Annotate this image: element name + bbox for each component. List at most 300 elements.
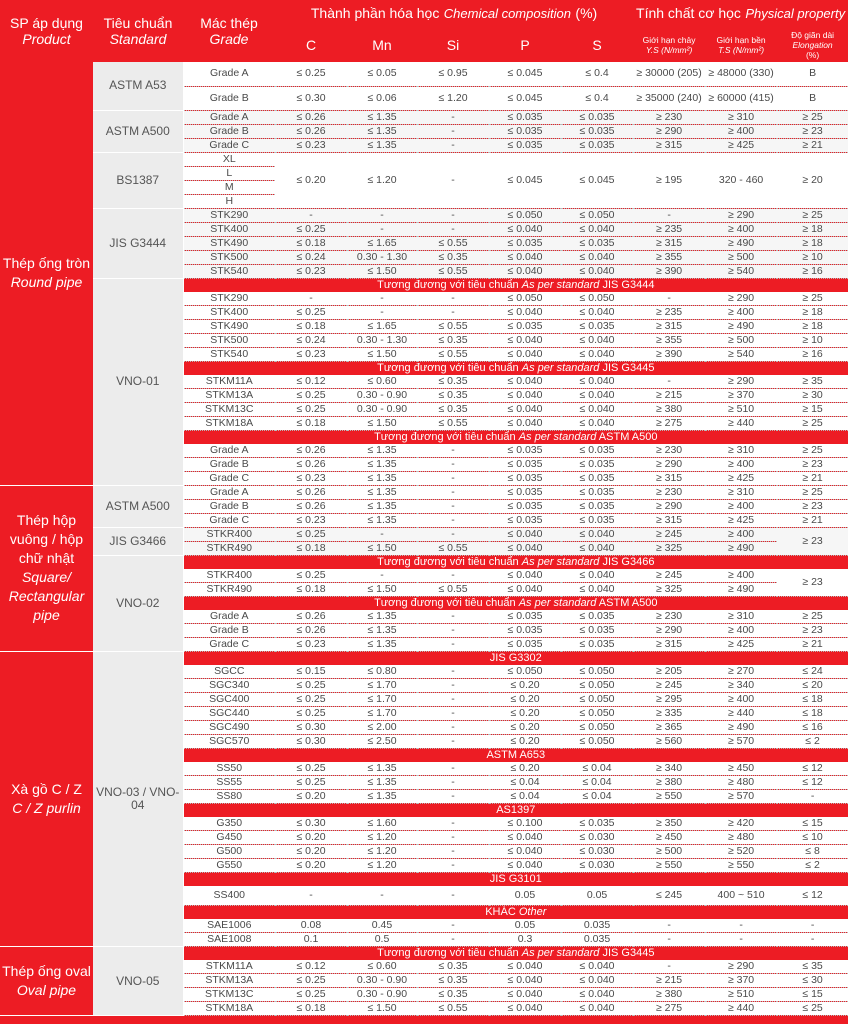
cell-p: ≤ 0.035 bbox=[489, 610, 561, 624]
cell-mn: ≤ 1.35 bbox=[347, 124, 417, 138]
cell-mn: ≤ 1.20 bbox=[347, 152, 417, 208]
cell-c: ≤ 0.12 bbox=[275, 960, 347, 974]
cell-p: ≤ 0.035 bbox=[489, 623, 561, 637]
cell-yield-strength: ≥ 235 bbox=[633, 222, 705, 236]
cell-yield-strength: ≥ 230 bbox=[633, 610, 705, 624]
cell-yield-strength: ≥ 550 bbox=[633, 858, 705, 872]
cell-c: ≤ 0.26 bbox=[275, 623, 347, 637]
banner-standard: JIS G3101 bbox=[489, 872, 542, 885]
cell-p: ≤ 0.040 bbox=[489, 388, 561, 402]
cell-mn: ≤ 1.50 bbox=[347, 1002, 417, 1016]
cell-mn: ≤ 1.65 bbox=[347, 319, 417, 333]
cell-p: ≤ 0.050 bbox=[489, 208, 561, 222]
cell-yield-strength: ≥ 230 bbox=[633, 110, 705, 124]
cell-c: ≤ 0.18 bbox=[275, 1002, 347, 1016]
cell-elongation: ≤ 16 bbox=[777, 720, 848, 734]
product-name-en: Oval pipe bbox=[16, 982, 77, 998]
table-row bbox=[0, 110, 848, 124]
cell-mn: ≤ 2.00 bbox=[347, 720, 417, 734]
cell-s: ≤ 0.04 bbox=[561, 775, 633, 789]
banner-standard: ASTM A500 bbox=[598, 430, 658, 443]
cell-c: ≤ 0.25 bbox=[275, 974, 347, 988]
cell-si: ≤ 0.35 bbox=[417, 250, 489, 264]
cell-c: ≤ 0.18 bbox=[275, 416, 347, 430]
cell-s: ≤ 0.040 bbox=[561, 347, 633, 361]
grade-cell: STKR400 bbox=[183, 527, 275, 541]
cell-yield-strength: ≥ 30000 (205) bbox=[633, 62, 705, 86]
sub-standard-banner bbox=[183, 555, 848, 569]
cell-p: ≤ 0.20 bbox=[489, 692, 561, 706]
banner-en: As per standard bbox=[521, 947, 600, 959]
cell-tensile-strength: ≥ 450 bbox=[705, 762, 777, 776]
table-row bbox=[0, 152, 848, 166]
cell-yield-strength: ≥ 290 bbox=[633, 457, 705, 471]
cell-yield-strength: ≥ 245 bbox=[633, 678, 705, 692]
cell-yield-strength: ≥ 315 bbox=[633, 319, 705, 333]
cell-elongation: ≥ 16 bbox=[777, 264, 848, 278]
grade-cell: G550 bbox=[183, 858, 275, 872]
cell-tensile-strength: ≥ 490 bbox=[705, 319, 777, 333]
cell-s: ≤ 0.035 bbox=[561, 457, 633, 471]
cell-p: ≤ 0.040 bbox=[489, 416, 561, 430]
grade-cell: XL bbox=[183, 152, 275, 166]
cell-elongation: ≥ 23 bbox=[777, 457, 848, 471]
cell-elongation: ≥ 25 bbox=[777, 485, 848, 499]
cell-c: ≤ 0.25 bbox=[275, 988, 347, 1002]
sub-standard-banner-row bbox=[0, 947, 848, 961]
cell-tensile-strength: ≥ 340 bbox=[705, 678, 777, 692]
cell-s: ≤ 0.4 bbox=[561, 86, 633, 110]
banner-standard: JIS G3445 bbox=[602, 361, 655, 374]
cell-s: ≤ 0.040 bbox=[561, 527, 633, 541]
cell-c: ≤ 0.20 bbox=[275, 830, 347, 844]
cell-c: - bbox=[275, 292, 347, 306]
cell-s: ≤ 0.050 bbox=[561, 720, 633, 734]
banner-standard: ASTM A653 bbox=[486, 748, 546, 761]
cell-tensile-strength: ≥ 290 bbox=[705, 960, 777, 974]
cell-elongation: ≥ 18 bbox=[777, 222, 848, 236]
cell-mn: ≤ 1.50 bbox=[347, 264, 417, 278]
cell-si: - bbox=[417, 513, 489, 527]
cell-mn: ≤ 0.06 bbox=[347, 86, 417, 110]
cell-tensile-strength: ≥ 290 bbox=[705, 375, 777, 389]
cell-s: ≤ 0.050 bbox=[561, 292, 633, 306]
grade-cell: STKR490 bbox=[183, 541, 275, 555]
cell-mn: ≤ 0.60 bbox=[347, 375, 417, 389]
header-chemical-composition: Thành phần hóa học Chemical composition (%) bbox=[275, 0, 633, 28]
cell-tensile-strength: - bbox=[705, 919, 777, 933]
cell-s: ≤ 0.040 bbox=[561, 375, 633, 389]
cell-p: ≤ 0.040 bbox=[489, 250, 561, 264]
grade-cell: G500 bbox=[183, 844, 275, 858]
grade-cell: STK290 bbox=[183, 208, 275, 222]
cell-yield-strength: ≥ 325 bbox=[633, 541, 705, 555]
cell-si: ≤ 0.35 bbox=[417, 375, 489, 389]
grade-cell: Grade A bbox=[183, 485, 275, 499]
cell-yield-strength: ≥ 500 bbox=[633, 844, 705, 858]
grade-cell: Grade B bbox=[183, 124, 275, 138]
cell-c: ≤ 0.18 bbox=[275, 541, 347, 555]
cell-c: - bbox=[275, 886, 347, 906]
cell-elongation: ≤ 10 bbox=[777, 830, 848, 844]
cell-c: ≤ 0.25 bbox=[275, 775, 347, 789]
grade-cell: STK500 bbox=[183, 333, 275, 347]
cell-mn: 0.30 - 0.90 bbox=[347, 974, 417, 988]
cell-s: 0.035 bbox=[561, 933, 633, 947]
cell-c: ≤ 0.20 bbox=[275, 789, 347, 803]
grade-cell: STK540 bbox=[183, 347, 275, 361]
cell-c: ≤ 0.20 bbox=[275, 152, 347, 208]
cell-mn: - bbox=[347, 305, 417, 319]
header-grade: Mác thép Grade bbox=[183, 0, 275, 62]
cell-si: ≤ 0.35 bbox=[417, 333, 489, 347]
cell-s: ≤ 0.035 bbox=[561, 610, 633, 624]
cell-elongation: ≥ 23 bbox=[777, 527, 848, 555]
grade-cell: SAE1008 bbox=[183, 933, 275, 947]
cell-si: - bbox=[417, 569, 489, 583]
cell-si: - bbox=[417, 623, 489, 637]
sub-standard-banner bbox=[183, 947, 848, 961]
cell-si: - bbox=[417, 124, 489, 138]
table-row bbox=[0, 208, 848, 222]
cell-yield-strength: ≥ 380 bbox=[633, 402, 705, 416]
cell-mn: ≤ 1.35 bbox=[347, 138, 417, 152]
cell-p: ≤ 0.040 bbox=[489, 844, 561, 858]
cell-elongation: ≤ 20 bbox=[777, 678, 848, 692]
cell-p: ≤ 0.035 bbox=[489, 138, 561, 152]
cell-s: ≤ 0.04 bbox=[561, 789, 633, 803]
product-name: Thép hộp vuông / hộp chữ nhật bbox=[9, 512, 84, 566]
cell-tensile-strength: ≥ 420 bbox=[705, 817, 777, 831]
cell-c: ≤ 0.25 bbox=[275, 678, 347, 692]
cell-yield-strength: ≥ 315 bbox=[633, 637, 705, 651]
cell-elongation: ≥ 25 bbox=[777, 416, 848, 430]
cell-s: ≤ 0.030 bbox=[561, 844, 633, 858]
cell-c: ≤ 0.30 bbox=[275, 86, 347, 110]
grade-cell: Grade B bbox=[183, 86, 275, 110]
cell-c: ≤ 0.26 bbox=[275, 499, 347, 513]
cell-tensile-strength: ≥ 520 bbox=[705, 844, 777, 858]
cell-s: ≤ 0.040 bbox=[561, 1002, 633, 1016]
product-name-en: C / Z purlin bbox=[12, 799, 81, 816]
cell-p: ≤ 0.040 bbox=[489, 402, 561, 416]
cell-mn: ≤ 1.70 bbox=[347, 692, 417, 706]
grade-cell: STK500 bbox=[183, 250, 275, 264]
cell-mn: ≤ 1.50 bbox=[347, 347, 417, 361]
cell-si: ≤ 0.55 bbox=[417, 1002, 489, 1016]
cell-mn: ≤ 0.05 bbox=[347, 62, 417, 86]
grade-cell: STKM13C bbox=[183, 402, 275, 416]
cell-tensile-strength: - bbox=[705, 933, 777, 947]
cell-p: 0.3 bbox=[489, 933, 561, 947]
cell-tensile-strength: ≥ 310 bbox=[705, 444, 777, 458]
cell-elongation: ≥ 15 bbox=[777, 402, 848, 416]
cell-mn: ≤ 1.35 bbox=[347, 444, 417, 458]
cell-elongation: - bbox=[777, 919, 848, 933]
cell-s: ≤ 0.040 bbox=[561, 402, 633, 416]
cell-s: 0.035 bbox=[561, 919, 633, 933]
cell-s: ≤ 0.4 bbox=[561, 62, 633, 86]
cell-elongation: ≥ 25 bbox=[777, 208, 848, 222]
cell-tensile-strength: ≥ 500 bbox=[705, 333, 777, 347]
cell-p: ≤ 0.040 bbox=[489, 582, 561, 596]
cell-yield-strength: - bbox=[633, 960, 705, 974]
cell-c: ≤ 0.25 bbox=[275, 222, 347, 236]
header-product: SP áp dụng Product bbox=[0, 0, 93, 62]
cell-elongation: ≥ 25 bbox=[777, 444, 848, 458]
grade-cell: Grade A bbox=[183, 110, 275, 124]
cell-si: ≤ 0.95 bbox=[417, 62, 489, 86]
cell-c: ≤ 0.18 bbox=[275, 236, 347, 250]
standard-cell: ASTM A500 bbox=[93, 110, 183, 152]
cell-yield-strength: ≥ 205 bbox=[633, 665, 705, 679]
standard-cell: VNO-05 bbox=[93, 947, 183, 1016]
cell-yield-strength: ≥ 245 bbox=[633, 569, 705, 583]
cell-elongation: ≤ 15 bbox=[777, 817, 848, 831]
cell-yield-strength: ≥ 380 bbox=[633, 988, 705, 1002]
cell-si: - bbox=[417, 858, 489, 872]
grade-cell: STK400 bbox=[183, 222, 275, 236]
cell-c: 0.08 bbox=[275, 919, 347, 933]
cell-elongation: ≥ 35 bbox=[777, 375, 848, 389]
grade-cell: STKM11A bbox=[183, 375, 275, 389]
sub-standard-banner bbox=[183, 430, 848, 444]
cell-p: ≤ 0.040 bbox=[489, 858, 561, 872]
cell-elongation: ≥ 23 bbox=[777, 569, 848, 597]
cell-c: ≤ 0.25 bbox=[275, 569, 347, 583]
cell-si: - bbox=[417, 305, 489, 319]
cell-tensile-strength: ≥ 570 bbox=[705, 734, 777, 748]
product-cell-2 bbox=[0, 651, 93, 947]
cell-tensile-strength: ≥ 490 bbox=[705, 541, 777, 555]
cell-c: ≤ 0.25 bbox=[275, 762, 347, 776]
cell-c: ≤ 0.26 bbox=[275, 610, 347, 624]
cell-mn: 0.5 bbox=[347, 933, 417, 947]
cell-tensile-strength: ≥ 440 bbox=[705, 416, 777, 430]
cell-p: 0.05 bbox=[489, 919, 561, 933]
cell-si: - bbox=[417, 499, 489, 513]
cell-si: ≤ 0.35 bbox=[417, 974, 489, 988]
cell-c: ≤ 0.20 bbox=[275, 858, 347, 872]
cell-yield-strength: - bbox=[633, 292, 705, 306]
header-element-p: P bbox=[489, 28, 561, 62]
cell-p: ≤ 0.20 bbox=[489, 678, 561, 692]
cell-si: ≤ 1.20 bbox=[417, 86, 489, 110]
grade-cell: Grade A bbox=[183, 444, 275, 458]
cell-tensile-strength: ≥ 400 bbox=[705, 692, 777, 706]
sub-standard-banner bbox=[183, 872, 848, 886]
cell-tensile-strength: ≥ 290 bbox=[705, 208, 777, 222]
cell-mn: - bbox=[347, 222, 417, 236]
grade-cell: SAE1006 bbox=[183, 919, 275, 933]
banner-en: As per standard bbox=[521, 361, 600, 374]
grade-cell: SGC340 bbox=[183, 678, 275, 692]
cell-si: - bbox=[417, 527, 489, 541]
cell-s: ≤ 0.040 bbox=[561, 305, 633, 319]
grade-cell: STK540 bbox=[183, 264, 275, 278]
cell-elongation: ≥ 23 bbox=[777, 623, 848, 637]
header-yield-strength: Giới hạn chảy Y.S (N/mm²) bbox=[633, 28, 705, 62]
cell-elongation: ≥ 20 bbox=[777, 152, 848, 208]
cell-p: ≤ 0.04 bbox=[489, 775, 561, 789]
grade-cell: STKM13A bbox=[183, 388, 275, 402]
cell-elongation: ≤ 12 bbox=[777, 762, 848, 776]
cell-si: - bbox=[417, 678, 489, 692]
product-name-en: Round pipe bbox=[10, 274, 83, 291]
header-element-si: Si bbox=[417, 28, 489, 62]
cell-elongation: ≤ 12 bbox=[777, 775, 848, 789]
cell-mn: ≤ 1.35 bbox=[347, 513, 417, 527]
cell-c: ≤ 0.25 bbox=[275, 402, 347, 416]
cell-elongation: B bbox=[777, 62, 848, 86]
cell-mn: ≤ 1.35 bbox=[347, 775, 417, 789]
grade-cell: STK290 bbox=[183, 292, 275, 306]
cell-mn: - bbox=[347, 208, 417, 222]
cell-p: ≤ 0.035 bbox=[489, 499, 561, 513]
cell-s: ≤ 0.030 bbox=[561, 858, 633, 872]
cell-yield-strength: ≥ 315 bbox=[633, 471, 705, 485]
cell-s: ≤ 0.040 bbox=[561, 569, 633, 583]
cell-s: ≤ 0.035 bbox=[561, 319, 633, 333]
cell-yield-strength: ≥ 355 bbox=[633, 250, 705, 264]
cell-si: - bbox=[417, 444, 489, 458]
cell-p: ≤ 0.20 bbox=[489, 762, 561, 776]
cell-si: - bbox=[417, 292, 489, 306]
banner-prefix: Tương đương với tiêu chuẩn bbox=[377, 555, 519, 568]
cell-s: ≤ 0.035 bbox=[561, 637, 633, 651]
cell-c: ≤ 0.23 bbox=[275, 637, 347, 651]
cell-tensile-strength: ≥ 550 bbox=[705, 858, 777, 872]
cell-c: ≤ 0.23 bbox=[275, 138, 347, 152]
cell-p: ≤ 0.040 bbox=[489, 527, 561, 541]
banner-prefix: Tương đương với tiêu chuẩn bbox=[377, 278, 519, 291]
cell-mn: ≤ 1.70 bbox=[347, 706, 417, 720]
cell-elongation: B bbox=[777, 86, 848, 110]
cell-yield-strength: - bbox=[633, 933, 705, 947]
standard-cell: VNO-02 bbox=[93, 555, 183, 651]
standard-cell: ASTM A500 bbox=[93, 485, 183, 527]
banner-standard-en: Other bbox=[518, 906, 547, 918]
banner-standard: JIS G3302 bbox=[489, 651, 542, 664]
cell-tensile-strength: ≥ 370 bbox=[705, 388, 777, 402]
cell-yield-strength: ≥ 290 bbox=[633, 623, 705, 637]
cell-mn: ≤ 1.35 bbox=[347, 110, 417, 124]
cell-s: ≤ 0.035 bbox=[561, 499, 633, 513]
cell-s: ≤ 0.040 bbox=[561, 974, 633, 988]
cell-mn: ≤ 1.35 bbox=[347, 485, 417, 499]
cell-s: ≤ 0.040 bbox=[561, 541, 633, 555]
cell-yield-strength: ≥ 390 bbox=[633, 347, 705, 361]
banner-prefix: Tương đương với tiêu chuẩn bbox=[374, 596, 516, 609]
standard-cell: JIS G3444 bbox=[93, 208, 183, 278]
cell-mn: ≤ 0.60 bbox=[347, 960, 417, 974]
cell-tensile-strength: ≥ 310 bbox=[705, 110, 777, 124]
sub-standard-banner bbox=[183, 596, 848, 610]
cell-p: ≤ 0.035 bbox=[489, 236, 561, 250]
cell-si: - bbox=[417, 692, 489, 706]
cell-elongation: ≤ 30 bbox=[777, 974, 848, 988]
cell-si: ≤ 0.55 bbox=[417, 416, 489, 430]
cell-si: - bbox=[417, 830, 489, 844]
cell-c: ≤ 0.25 bbox=[275, 706, 347, 720]
cell-si: - bbox=[417, 138, 489, 152]
cell-s: ≤ 0.040 bbox=[561, 416, 633, 430]
sub-standard-banner-row bbox=[0, 278, 848, 292]
standard-cell: VNO-03 / VNO-04 bbox=[93, 651, 183, 947]
cell-yield-strength: ≥ 290 bbox=[633, 124, 705, 138]
cell-yield-strength: ≥ 365 bbox=[633, 720, 705, 734]
cell-c: ≤ 0.26 bbox=[275, 110, 347, 124]
cell-yield-strength: ≥ 335 bbox=[633, 706, 705, 720]
cell-si: ≤ 0.35 bbox=[417, 988, 489, 1002]
cell-s: ≤ 0.040 bbox=[561, 264, 633, 278]
table-row bbox=[0, 62, 848, 86]
cell-elongation: ≥ 21 bbox=[777, 471, 848, 485]
cell-s: 0.05 bbox=[561, 886, 633, 906]
cell-p: ≤ 0.040 bbox=[489, 541, 561, 555]
sub-standard-banner-row bbox=[0, 555, 848, 569]
grade-cell: SS50 bbox=[183, 762, 275, 776]
grade-cell: Grade A bbox=[183, 610, 275, 624]
cell-si: ≤ 0.35 bbox=[417, 402, 489, 416]
sub-standard-banner bbox=[183, 906, 848, 920]
grade-cell: SS55 bbox=[183, 775, 275, 789]
grade-cell: L bbox=[183, 166, 275, 180]
cell-s: ≤ 0.030 bbox=[561, 830, 633, 844]
cell-tensile-strength: ≥ 480 bbox=[705, 775, 777, 789]
cell-yield-strength: - bbox=[633, 208, 705, 222]
cell-si: - bbox=[417, 637, 489, 651]
cell-mn: - bbox=[347, 569, 417, 583]
sub-standard-banner bbox=[183, 361, 848, 375]
cell-mn: ≤ 1.35 bbox=[347, 457, 417, 471]
cell-mn: ≤ 1.50 bbox=[347, 582, 417, 596]
cell-s: ≤ 0.040 bbox=[561, 960, 633, 974]
grade-cell: Grade C bbox=[183, 471, 275, 485]
cell-s: ≤ 0.050 bbox=[561, 706, 633, 720]
cell-elongation: ≤ 18 bbox=[777, 692, 848, 706]
cell-yield-strength: ≥ 560 bbox=[633, 734, 705, 748]
cell-s: ≤ 0.040 bbox=[561, 582, 633, 596]
standard-cell: ASTM A53 bbox=[93, 62, 183, 110]
cell-p: ≤ 0.050 bbox=[489, 665, 561, 679]
cell-si: - bbox=[417, 886, 489, 906]
cell-yield-strength: ≥ 230 bbox=[633, 444, 705, 458]
product-name: Xà gồ C / Z bbox=[11, 780, 82, 797]
sub-standard-banner bbox=[183, 278, 848, 292]
cell-mn: ≤ 1.50 bbox=[347, 541, 417, 555]
cell-p: ≤ 0.100 bbox=[489, 817, 561, 831]
cell-si: - bbox=[417, 152, 489, 208]
cell-tensile-strength: ≥ 440 bbox=[705, 1002, 777, 1016]
cell-c: ≤ 0.25 bbox=[275, 62, 347, 86]
cell-elongation: ≤ 2 bbox=[777, 858, 848, 872]
cell-si: ≤ 0.55 bbox=[417, 236, 489, 250]
grade-cell: SGC440 bbox=[183, 706, 275, 720]
cell-tensile-strength: ≥ 400 bbox=[705, 499, 777, 513]
grade-cell: SS400 bbox=[183, 886, 275, 906]
cell-s: ≤ 0.035 bbox=[561, 236, 633, 250]
cell-mn: 0.30 - 0.90 bbox=[347, 988, 417, 1002]
cell-si: - bbox=[417, 720, 489, 734]
cell-si: ≤ 0.55 bbox=[417, 264, 489, 278]
grade-cell: STK490 bbox=[183, 236, 275, 250]
cell-elongation: ≤ 8 bbox=[777, 844, 848, 858]
banner-en: As per standard bbox=[518, 596, 597, 609]
cell-s: ≤ 0.035 bbox=[561, 124, 633, 138]
cell-elongation: ≥ 25 bbox=[777, 110, 848, 124]
cell-mn: ≤ 1.20 bbox=[347, 858, 417, 872]
